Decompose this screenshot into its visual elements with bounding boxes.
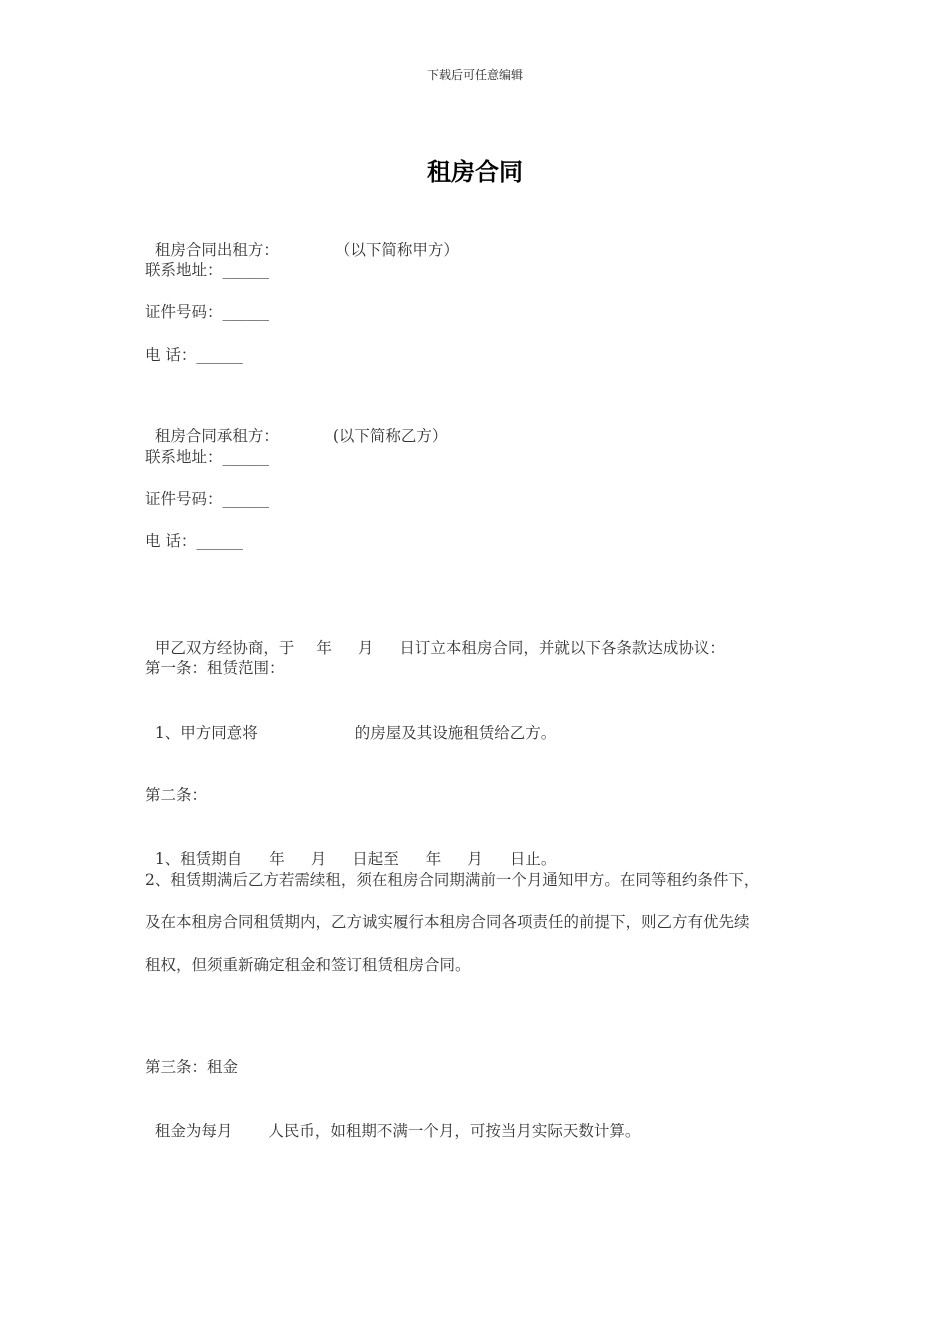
lease-end-day: 日止。 <box>509 850 557 868</box>
lessee-phone: 电 话：______ <box>145 532 243 550</box>
lessee-line <box>145 403 447 447</box>
lessor-line <box>145 217 459 261</box>
article3-text-end: 人民币，如租期不满一个月，可按当月实际天数计算。 <box>268 1122 641 1140</box>
lease-start-day: 日起至 <box>352 850 399 868</box>
preamble-year: 年 <box>316 639 332 657</box>
lessee-id-number: 证件号码：______ <box>145 490 270 508</box>
article2-heading: 第二条： <box>145 786 208 804</box>
article2-item2-line1: 2、租赁期满后乙方若需续租，须在租房合同期满前一个月通知甲方。在同等租约条件下， <box>145 871 760 889</box>
preamble-part1: 甲乙双方经协商，于 <box>154 639 295 657</box>
lessee-address: 联系地址：______ <box>145 448 270 466</box>
lessor-id-number: 证件号码：______ <box>145 303 270 321</box>
article2-item1 <box>145 826 556 870</box>
article2-item2-line2: 及在本租房合同租赁期内，乙方诚实履行本租房合同各项责任的前提下，则乙方有优先续 <box>145 913 750 931</box>
lessee-label: 租房合同承租方： <box>154 427 279 445</box>
lessor-phone: 电 话：______ <box>145 346 243 364</box>
article2-item2-line3: 租权，但须重新确定租金和签订租赁租房合同。 <box>145 956 471 974</box>
lessor-address: 联系地址：______ <box>145 261 270 279</box>
article3-text <box>145 1098 640 1142</box>
preamble-rest: 日订立本租房合同，并就以下各条款达成协议： <box>399 639 725 657</box>
lessee-alias: (以下简称乙方） <box>332 427 448 445</box>
lease-end-month: 月 <box>467 850 483 868</box>
article3-text-start: 租金为每月 <box>154 1122 233 1140</box>
header-note: 下载后可任意编辑 <box>426 68 523 82</box>
article3-heading: 第三条：租金 <box>145 1058 239 1076</box>
lease-end-year: 年 <box>425 850 442 868</box>
article1-item1-end: 的房屋及其设施租赁给乙方。 <box>354 724 557 742</box>
article1-item1-start: 1、甲方同意将 <box>154 724 258 742</box>
lessor-alias: （以下简称甲方） <box>334 241 459 259</box>
lease-start-text: 1、租赁期自 <box>154 850 243 868</box>
lessor-label: 租房合同出租方： <box>154 241 279 259</box>
lease-start-year: 年 <box>269 850 285 868</box>
preamble-month: 月 <box>357 639 374 657</box>
preamble-line <box>145 615 725 659</box>
article1-heading: 第一条：租赁范围： <box>145 659 285 677</box>
lease-start-month: 月 <box>310 850 327 868</box>
article1-item1 <box>145 700 556 744</box>
document-title: 租房合同 <box>427 157 523 186</box>
